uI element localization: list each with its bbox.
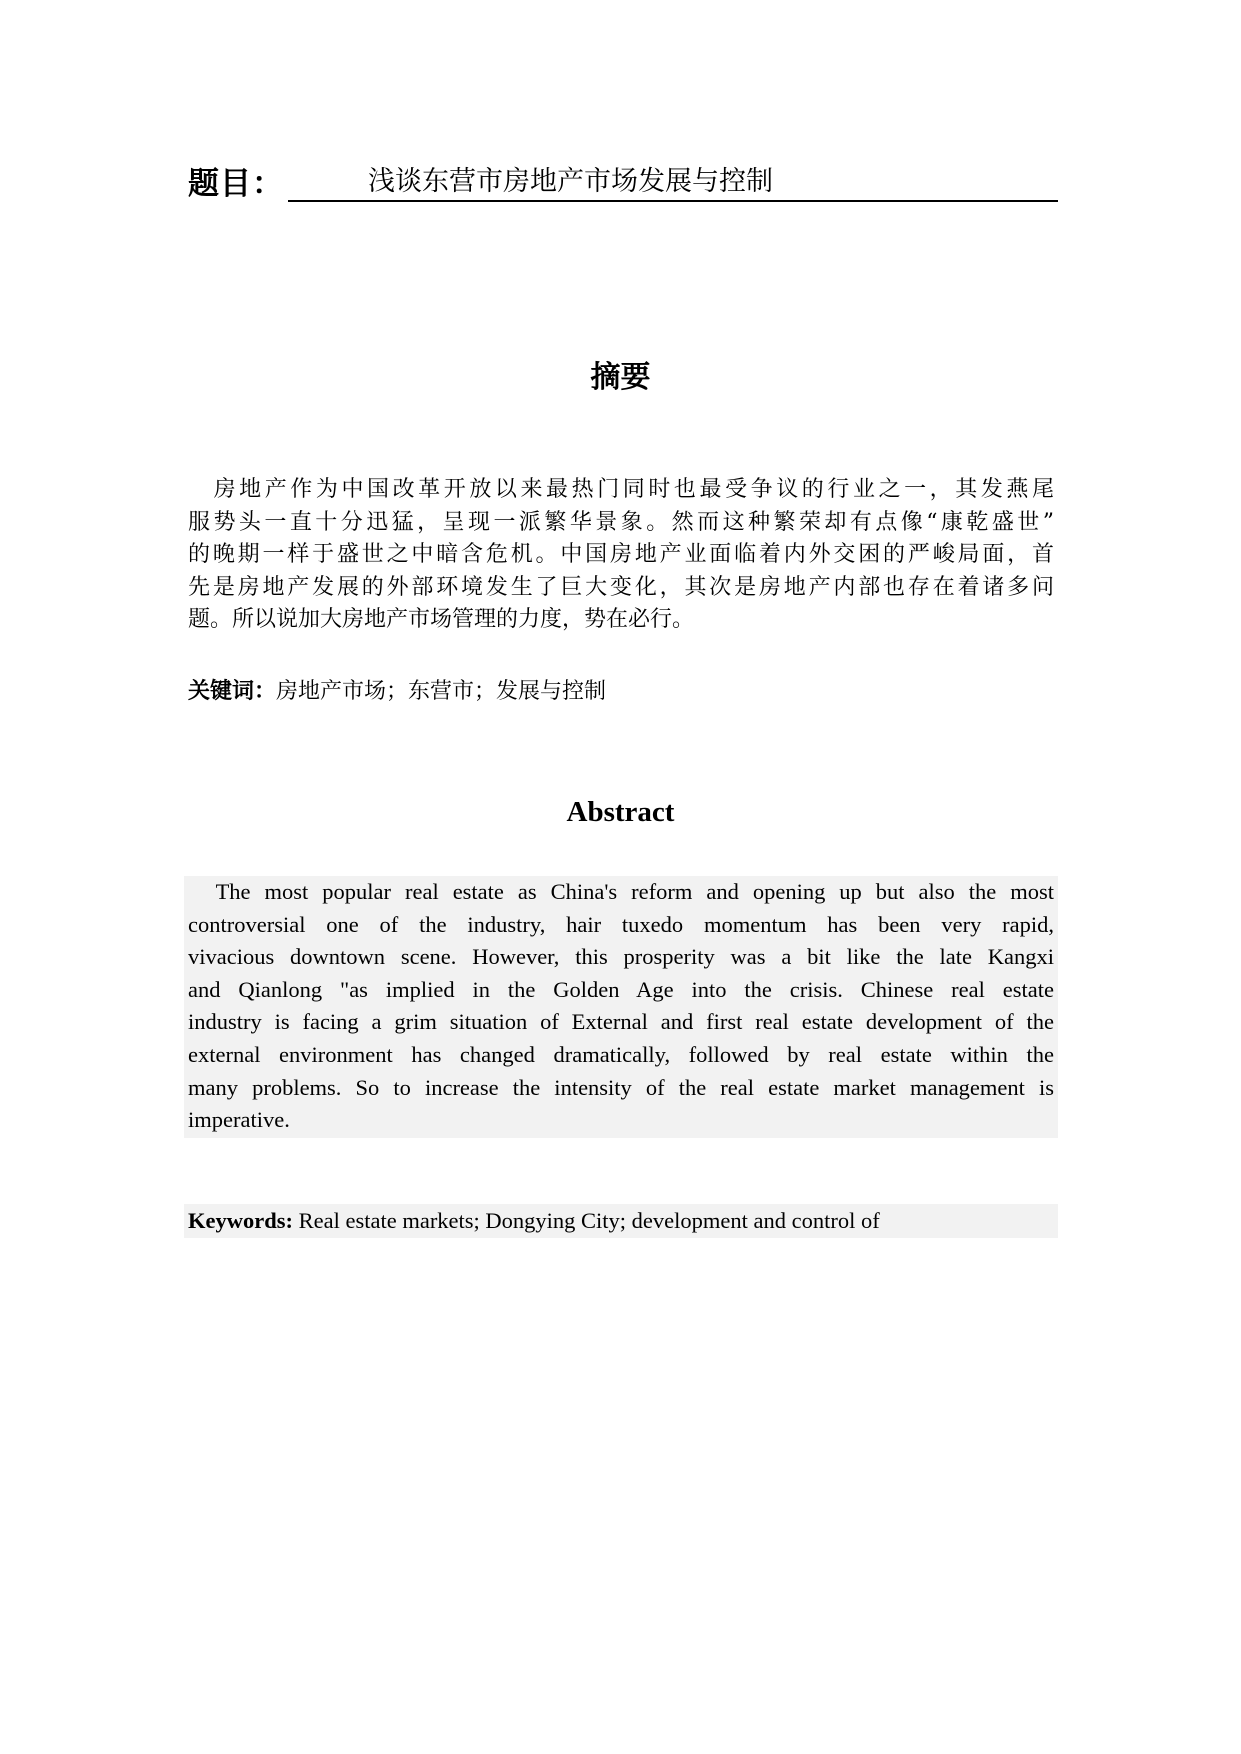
keywords-en-label: Keywords: xyxy=(188,1208,293,1233)
abstract-cn-line: 的晚期一样于盛世之中暗含危机。中国房地产业面临着内外交困的严峻局面，首 xyxy=(188,542,1054,567)
abstract-en-paragraph xyxy=(188,876,1054,1137)
abstract-cn-heading: 摘要 xyxy=(590,360,651,395)
abstract-en-line: The most popular real estate as China's reform and opening up but also the most xyxy=(188,879,1054,904)
abstract-cn-line: 先是房地产发展的外部环境发生了巨大变化，其次是房地产内部也存在着诸多问 xyxy=(188,574,1054,600)
title-text: 浅谈东营市房地产市场发展与控制 xyxy=(368,166,773,197)
abstract-en-line: controversial one of the industry, hair tuxedo momentum has been very rapid, xyxy=(188,911,1054,937)
abstract-en-heading: Abstract xyxy=(566,796,675,828)
abstract-en-line: vivacious downtown scene. However, this prosperity was a bit like the late Kangxi xyxy=(188,944,1054,970)
abstract-en-body xyxy=(184,876,1058,1138)
keywords-cn-label: 关键词： xyxy=(188,679,277,704)
abstract-en-line: industry is facing a grim situation of External and first real estate development of the xyxy=(188,1009,1054,1035)
title-underline xyxy=(288,160,1058,202)
keywords-cn xyxy=(188,676,606,708)
abstract-en-line: external environment has changed dramatically, followed by real estate within the xyxy=(188,1041,1054,1067)
keywords-en-text: Real estate markets; Dongying City; development and control of xyxy=(293,1208,880,1233)
abstract-cn-line: 服势头一直十分迅猛，呈现一派繁华景象。然而这种繁荣却有点像“康乾盛世” xyxy=(188,509,1054,535)
abstract-cn-line: 房地产作为中国改革开放以来最热门同时也最受争议的行业之一，其发燕尾 xyxy=(188,477,1054,502)
abstract-cn-body xyxy=(188,474,1054,637)
title-row xyxy=(188,160,1058,208)
abstract-en-line: imperative. xyxy=(188,1107,290,1133)
title-label: 题目： xyxy=(188,166,284,202)
abstract-en-line: many problems. So to increase the intensity of the real estate market management is xyxy=(188,1074,1054,1100)
keywords-cn-text: 房地产市场；东营市；发展与控制 xyxy=(276,679,607,704)
abstract-en-line: and Qianlong "as implied in the Golden Age into the crisis. Chinese real estate xyxy=(188,976,1054,1002)
keywords-en xyxy=(184,1204,1058,1238)
abstract-cn-line: 题。所以说加大房地产市场管理的力度，势在必行。 xyxy=(188,607,695,632)
